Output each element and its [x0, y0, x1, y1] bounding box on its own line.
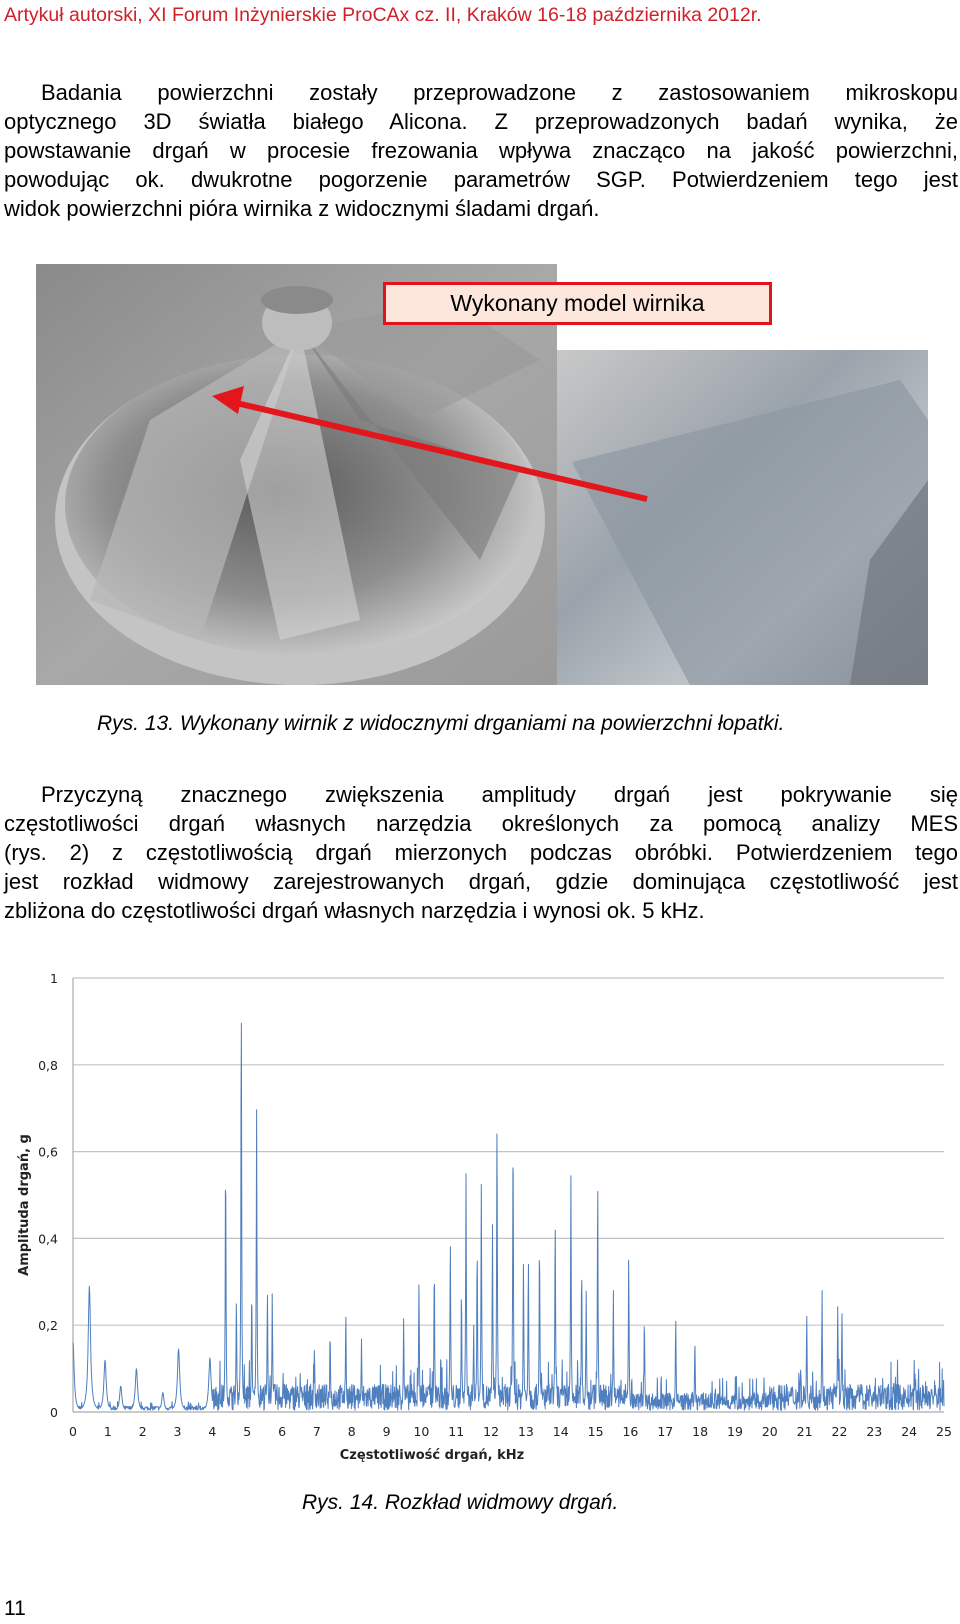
text-line: widok powierzchni pióra wirnika z widocznymi śladami drgań.: [4, 196, 600, 221]
y-tick-label: 0,6: [38, 1144, 58, 1160]
x-tick-label: 17: [657, 1424, 674, 1439]
x-tick-label: 4: [208, 1424, 217, 1439]
text-line: Przyczyną znacznego zwiększenia amplitudy drgań jest pokrywanie się: [41, 782, 958, 807]
impeller-figure: [0, 0, 960, 720]
text-line: powstawanie drgań w procesie frezowania wpływa znacząco na jakość powierzchni,: [4, 138, 958, 163]
x-tick-label: 21: [796, 1424, 813, 1439]
x-tick-label: 1: [103, 1424, 112, 1439]
x-tick-label: 2: [138, 1424, 147, 1439]
x-tick-label: 23: [866, 1424, 883, 1439]
spectrum-chart: [0, 960, 960, 1480]
figure-label-box: Wykonany model wirnika: [383, 282, 772, 325]
figure-14-caption: Rys. 14. Rozkład widmowy drgań.: [302, 1491, 619, 1514]
x-axis-label: Częstotliwość drgań, kHz: [339, 1448, 525, 1463]
y-tick-label: 1: [50, 971, 58, 986]
page-number: 11: [4, 1597, 26, 1620]
x-tick-label: 22: [831, 1424, 848, 1439]
x-tick-label: 11: [448, 1424, 465, 1439]
x-tick-label: 7: [312, 1424, 321, 1439]
y-axis-label: Amplituda drgań, g: [17, 1134, 32, 1276]
x-tick-label: 12: [483, 1424, 500, 1439]
gridlines: [73, 978, 944, 1412]
y-tick-label: 0,8: [38, 1057, 58, 1073]
x-tick-label: 9: [382, 1424, 391, 1439]
y-tick-label: 0: [50, 1405, 58, 1420]
y-tick-labels: [38, 971, 58, 1420]
x-tick-label: 20: [761, 1424, 778, 1439]
text-line: zbliżona do częstotliwości drgań własnych narzędzia i wynosi ok. 5 kHz.: [4, 898, 705, 923]
text-line: częstotliwości drgań własnych narzędzia określonych za pomocą analizy MES: [4, 811, 958, 836]
x-tick-label: 13: [517, 1424, 534, 1439]
x-tick-label: 15: [587, 1424, 604, 1439]
x-tick-label: 19: [727, 1424, 743, 1439]
figure-13-caption: Rys. 13. Wykonany wirnik z widocznymi drganiami na powierzchni łopatki.: [97, 712, 785, 735]
running-header: Artykuł autorski, XI Forum Inżynierskie ProCAx cz. II, Kraków 16-18 października 2012r.: [4, 4, 762, 26]
x-tick-labels: [69, 1424, 952, 1439]
text-line: optycznego 3D światła białego Alicona. Z przeprowadzonych badań wynika, że: [4, 109, 958, 134]
x-tick-label: 6: [278, 1424, 287, 1439]
x-tick-label: 18: [692, 1424, 709, 1439]
x-tick-label: 8: [347, 1424, 356, 1439]
text-line: Badania powierzchni zostały przeprowadzone z zastosowaniem mikroskopu: [41, 80, 958, 105]
x-tick-label: 10: [413, 1424, 430, 1439]
impeller-photo: [36, 264, 557, 685]
y-tick-label: 0,4: [38, 1231, 58, 1247]
x-tick-label: 3: [173, 1424, 182, 1439]
text-line: jest rozkład widmowy zarejestrowanych drgań, gdzie dominująca częstotliwość jest: [4, 869, 958, 894]
x-tick-label: 0: [69, 1424, 77, 1439]
x-tick-label: 16: [622, 1424, 639, 1439]
x-tick-label: 14: [552, 1424, 569, 1439]
paragraph-vibration-cause: [4, 780, 958, 925]
x-tick-label: 5: [243, 1424, 252, 1439]
x-tick-label: 24: [901, 1424, 918, 1439]
y-tick-label: 0,2: [38, 1318, 58, 1334]
spectrum-series-line: [73, 1023, 944, 1410]
text-line: (rys. 2) z częstotliwością drgań mierzonych podczas obróbki. Potwierdzeniem tego: [4, 840, 958, 865]
blade-closeup-photo: [557, 350, 928, 685]
x-tick-label: 25: [936, 1424, 952, 1439]
text-line: powodując ok. dwukrotne pogorzenie parametrów SGP. Potwierdzeniem tego jest: [4, 167, 958, 192]
